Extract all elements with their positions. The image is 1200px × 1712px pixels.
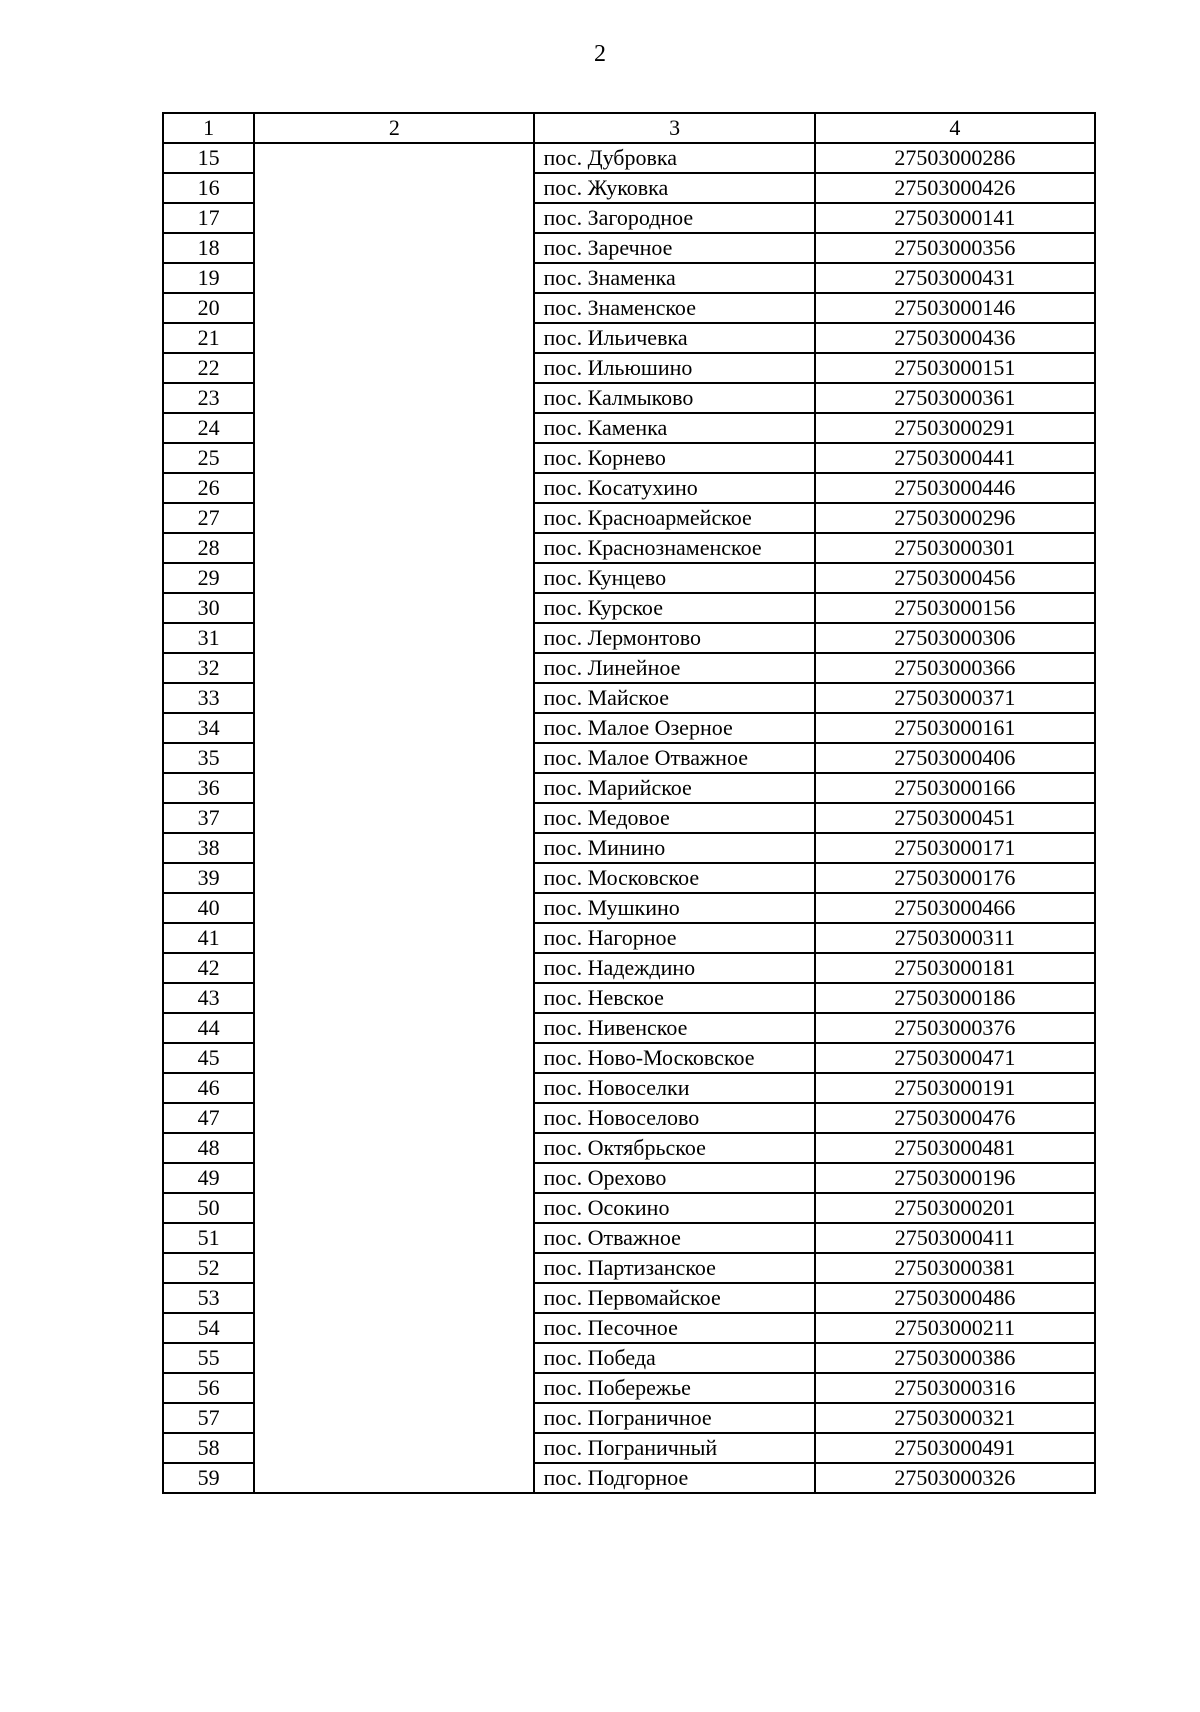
row-col-2 — [254, 563, 534, 593]
row-col-2 — [254, 1343, 534, 1373]
table-row — [163, 1463, 1095, 1493]
settlement-name: пос. Заречное — [534, 233, 814, 263]
row-col-2 — [254, 1013, 534, 1043]
settlement-name: пос. Краснознаменское — [534, 533, 814, 563]
row-col-2 — [254, 713, 534, 743]
row-col-2 — [254, 1043, 534, 1073]
settlement-name: пос. Знаменское — [534, 293, 814, 323]
settlement-name: пос. Линейное — [534, 653, 814, 683]
table-row — [163, 323, 1095, 353]
table-row — [163, 383, 1095, 413]
settlement-code: 27503000431 — [815, 263, 1095, 293]
settlement-code: 27503000381 — [815, 1253, 1095, 1283]
settlement-code: 27503000286 — [815, 143, 1095, 173]
settlement-name: пос. Победа — [534, 1343, 814, 1373]
settlement-code: 27503000406 — [815, 743, 1095, 773]
row-number: 43 — [163, 983, 254, 1013]
settlement-name: пос. Каменка — [534, 413, 814, 443]
row-number: 42 — [163, 953, 254, 983]
table-row — [163, 953, 1095, 983]
settlement-name: пос. Кунцево — [534, 563, 814, 593]
table-row — [163, 1193, 1095, 1223]
row-number: 47 — [163, 1103, 254, 1133]
row-col-2 — [254, 1103, 534, 1133]
settlement-code: 27503000186 — [815, 983, 1095, 1013]
settlement-name: пос. Новоселки — [534, 1073, 814, 1103]
row-col-2 — [254, 1433, 534, 1463]
table-row — [163, 293, 1095, 323]
settlement-code: 27503000451 — [815, 803, 1095, 833]
table-row — [163, 263, 1095, 293]
row-number: 58 — [163, 1433, 254, 1463]
settlement-name: пос. Пограничное — [534, 1403, 814, 1433]
table-row — [163, 413, 1095, 443]
settlement-code: 27503000316 — [815, 1373, 1095, 1403]
header-col-1: 1 — [163, 113, 254, 143]
row-number: 32 — [163, 653, 254, 683]
row-number: 35 — [163, 743, 254, 773]
row-col-2 — [254, 623, 534, 653]
row-col-2 — [254, 893, 534, 923]
row-number: 23 — [163, 383, 254, 413]
row-col-2 — [254, 833, 534, 863]
table-row — [163, 1013, 1095, 1043]
row-number: 41 — [163, 923, 254, 953]
settlement-code: 27503000481 — [815, 1133, 1095, 1163]
settlement-name: пос. Мушкино — [534, 893, 814, 923]
row-col-2 — [254, 1163, 534, 1193]
row-number: 50 — [163, 1193, 254, 1223]
row-number: 51 — [163, 1223, 254, 1253]
settlements-table — [162, 112, 1096, 1494]
table-row — [163, 1403, 1095, 1433]
row-number: 18 — [163, 233, 254, 263]
settlement-code: 27503000356 — [815, 233, 1095, 263]
settlement-code: 27503000166 — [815, 773, 1095, 803]
row-col-2 — [254, 1193, 534, 1223]
settlement-name: пос. Побережье — [534, 1373, 814, 1403]
row-number: 37 — [163, 803, 254, 833]
header-col-2: 2 — [254, 113, 534, 143]
settlement-code: 27503000156 — [815, 593, 1095, 623]
row-number: 34 — [163, 713, 254, 743]
settlement-code: 27503000456 — [815, 563, 1095, 593]
row-col-2 — [254, 173, 534, 203]
row-number: 19 — [163, 263, 254, 293]
row-col-2 — [254, 683, 534, 713]
table-row — [163, 203, 1095, 233]
row-number: 56 — [163, 1373, 254, 1403]
table-row — [163, 1223, 1095, 1253]
row-number: 27 — [163, 503, 254, 533]
table-row — [163, 623, 1095, 653]
table-row — [163, 983, 1095, 1013]
table-row — [163, 473, 1095, 503]
row-col-2 — [254, 773, 534, 803]
settlement-name: пос. Первомайское — [534, 1283, 814, 1313]
row-number: 20 — [163, 293, 254, 323]
row-col-2 — [254, 953, 534, 983]
row-number: 30 — [163, 593, 254, 623]
table-row — [163, 863, 1095, 893]
settlement-name: пос. Жуковка — [534, 173, 814, 203]
table-row — [163, 593, 1095, 623]
table-row — [163, 1253, 1095, 1283]
row-number: 33 — [163, 683, 254, 713]
settlement-code: 27503000151 — [815, 353, 1095, 383]
row-col-2 — [254, 143, 534, 173]
row-number: 24 — [163, 413, 254, 443]
row-col-2 — [254, 653, 534, 683]
table-row — [163, 803, 1095, 833]
row-number: 46 — [163, 1073, 254, 1103]
settlement-name: пос. Медовое — [534, 803, 814, 833]
table-row — [163, 893, 1095, 923]
row-col-2 — [254, 1373, 534, 1403]
page-number: 2 — [594, 41, 606, 67]
settlement-name: пос. Лермонтово — [534, 623, 814, 653]
settlement-name: пос. Ново-Московское — [534, 1043, 814, 1073]
settlement-name: пос. Надеждино — [534, 953, 814, 983]
settlement-code: 27503000441 — [815, 443, 1095, 473]
settlement-name: пос. Новоселово — [534, 1103, 814, 1133]
table-row — [163, 443, 1095, 473]
settlement-name: пос. Малое Озерное — [534, 713, 814, 743]
settlement-name: пос. Загородное — [534, 203, 814, 233]
row-number: 25 — [163, 443, 254, 473]
table-row — [163, 683, 1095, 713]
row-col-2 — [254, 323, 534, 353]
settlement-name: пос. Минино — [534, 833, 814, 863]
settlement-name: пос. Знаменка — [534, 263, 814, 293]
table-row — [163, 773, 1095, 803]
settlement-name: пос. Ильичевка — [534, 323, 814, 353]
settlement-code: 27503000311 — [815, 923, 1095, 953]
table-row — [163, 1433, 1095, 1463]
row-col-2 — [254, 863, 534, 893]
table-body — [163, 143, 1095, 1493]
settlement-name: пос. Невское — [534, 983, 814, 1013]
row-number: 44 — [163, 1013, 254, 1043]
table-row — [163, 1313, 1095, 1343]
settlement-name: пос. Нагорное — [534, 923, 814, 953]
table-row — [163, 1043, 1095, 1073]
row-number: 39 — [163, 863, 254, 893]
table-row — [163, 1133, 1095, 1163]
table-row — [163, 233, 1095, 263]
table-row — [163, 1163, 1095, 1193]
settlement-code: 27503000146 — [815, 293, 1095, 323]
row-number: 48 — [163, 1133, 254, 1163]
settlement-name: пос. Московское — [534, 863, 814, 893]
table-row — [163, 833, 1095, 863]
settlement-code: 27503000196 — [815, 1163, 1095, 1193]
settlement-code: 27503000446 — [815, 473, 1095, 503]
row-col-2 — [254, 263, 534, 293]
table-row — [163, 1373, 1095, 1403]
row-col-2 — [254, 383, 534, 413]
row-col-2 — [254, 503, 534, 533]
settlement-code: 27503000486 — [815, 1283, 1095, 1313]
row-number: 55 — [163, 1343, 254, 1373]
settlement-code: 27503000176 — [815, 863, 1095, 893]
settlement-code: 27503000306 — [815, 623, 1095, 653]
table-row — [163, 1283, 1095, 1313]
row-col-2 — [254, 413, 534, 443]
table-row — [163, 173, 1095, 203]
table-row — [163, 143, 1095, 173]
table-row — [163, 653, 1095, 683]
settlement-name: пос. Орехово — [534, 1163, 814, 1193]
row-number: 49 — [163, 1163, 254, 1193]
settlement-code: 27503000386 — [815, 1343, 1095, 1373]
settlement-code: 27503000471 — [815, 1043, 1095, 1073]
row-number: 26 — [163, 473, 254, 503]
row-number: 36 — [163, 773, 254, 803]
table-row — [163, 1103, 1095, 1133]
settlement-code: 27503000476 — [815, 1103, 1095, 1133]
settlement-code: 27503000491 — [815, 1433, 1095, 1463]
row-col-2 — [254, 353, 534, 383]
settlement-code: 27503000466 — [815, 893, 1095, 923]
settlement-code: 27503000181 — [815, 953, 1095, 983]
settlement-code: 27503000301 — [815, 533, 1095, 563]
table-row — [163, 713, 1095, 743]
settlement-code: 27503000366 — [815, 653, 1095, 683]
table-row — [163, 503, 1095, 533]
settlement-name: пос. Песочное — [534, 1313, 814, 1343]
settlement-code: 27503000436 — [815, 323, 1095, 353]
row-number: 16 — [163, 173, 254, 203]
settlement-name: пос. Курское — [534, 593, 814, 623]
settlement-name: пос. Калмыково — [534, 383, 814, 413]
settlement-code: 27503000171 — [815, 833, 1095, 863]
row-number: 40 — [163, 893, 254, 923]
settlement-name: пос. Отважное — [534, 1223, 814, 1253]
row-col-2 — [254, 923, 534, 953]
row-col-2 — [254, 233, 534, 263]
row-number: 31 — [163, 623, 254, 653]
row-col-2 — [254, 443, 534, 473]
table-row — [163, 563, 1095, 593]
row-number: 21 — [163, 323, 254, 353]
settlement-code: 27503000426 — [815, 173, 1095, 203]
settlement-name: пос. Подгорное — [534, 1463, 814, 1493]
settlement-name: пос. Корнево — [534, 443, 814, 473]
row-number: 52 — [163, 1253, 254, 1283]
settlement-code: 27503000141 — [815, 203, 1095, 233]
settlement-code: 27503000211 — [815, 1313, 1095, 1343]
row-col-2 — [254, 473, 534, 503]
settlement-name: пос. Малое Отважное — [534, 743, 814, 773]
settlement-code: 27503000191 — [815, 1073, 1095, 1103]
row-col-2 — [254, 1283, 534, 1313]
table-row — [163, 1073, 1095, 1103]
row-number: 29 — [163, 563, 254, 593]
row-number: 59 — [163, 1463, 254, 1493]
settlement-code: 27503000411 — [815, 1223, 1095, 1253]
table-row — [163, 1343, 1095, 1373]
settlement-name: пос. Дубровка — [534, 143, 814, 173]
settlement-name: пос. Октябрьское — [534, 1133, 814, 1163]
table-row — [163, 743, 1095, 773]
row-number: 57 — [163, 1403, 254, 1433]
settlement-code: 27503000376 — [815, 1013, 1095, 1043]
row-number: 53 — [163, 1283, 254, 1313]
table-row — [163, 923, 1095, 953]
settlement-name: пос. Пограничный — [534, 1433, 814, 1463]
row-col-2 — [254, 1313, 534, 1343]
row-number: 15 — [163, 143, 254, 173]
settlement-name: пос. Нивенское — [534, 1013, 814, 1043]
row-number: 22 — [163, 353, 254, 383]
table-header-row — [163, 113, 1095, 143]
header-col-3: 3 — [534, 113, 814, 143]
row-col-2 — [254, 1463, 534, 1493]
row-number: 17 — [163, 203, 254, 233]
table-row — [163, 353, 1095, 383]
row-col-2 — [254, 803, 534, 833]
settlement-code: 27503000361 — [815, 383, 1095, 413]
row-number: 54 — [163, 1313, 254, 1343]
row-col-2 — [254, 1253, 534, 1283]
settlement-name: пос. Марийское — [534, 773, 814, 803]
row-col-2 — [254, 593, 534, 623]
settlement-name: пос. Косатухино — [534, 473, 814, 503]
row-col-2 — [254, 293, 534, 323]
settlement-code: 27503000371 — [815, 683, 1095, 713]
row-col-2 — [254, 1073, 534, 1103]
settlement-name: пос. Ильюшино — [534, 353, 814, 383]
settlement-code: 27503000161 — [815, 713, 1095, 743]
row-number: 45 — [163, 1043, 254, 1073]
row-number: 38 — [163, 833, 254, 863]
table-row — [163, 533, 1095, 563]
row-col-2 — [254, 203, 534, 233]
settlement-code: 27503000326 — [815, 1463, 1095, 1493]
row-col-2 — [254, 743, 534, 773]
settlement-code: 27503000296 — [815, 503, 1095, 533]
settlement-code: 27503000321 — [815, 1403, 1095, 1433]
settlement-name: пос. Партизанское — [534, 1253, 814, 1283]
settlement-code: 27503000291 — [815, 413, 1095, 443]
settlement-name: пос. Осокино — [534, 1193, 814, 1223]
row-col-2 — [254, 1403, 534, 1433]
row-col-2 — [254, 983, 534, 1013]
header-col-4: 4 — [815, 113, 1095, 143]
row-col-2 — [254, 1133, 534, 1163]
settlement-name: пос. Красноармейское — [534, 503, 814, 533]
settlement-code: 27503000201 — [815, 1193, 1095, 1223]
row-col-2 — [254, 533, 534, 563]
row-number: 28 — [163, 533, 254, 563]
row-col-2 — [254, 1223, 534, 1253]
settlement-name: пос. Майское — [534, 683, 814, 713]
